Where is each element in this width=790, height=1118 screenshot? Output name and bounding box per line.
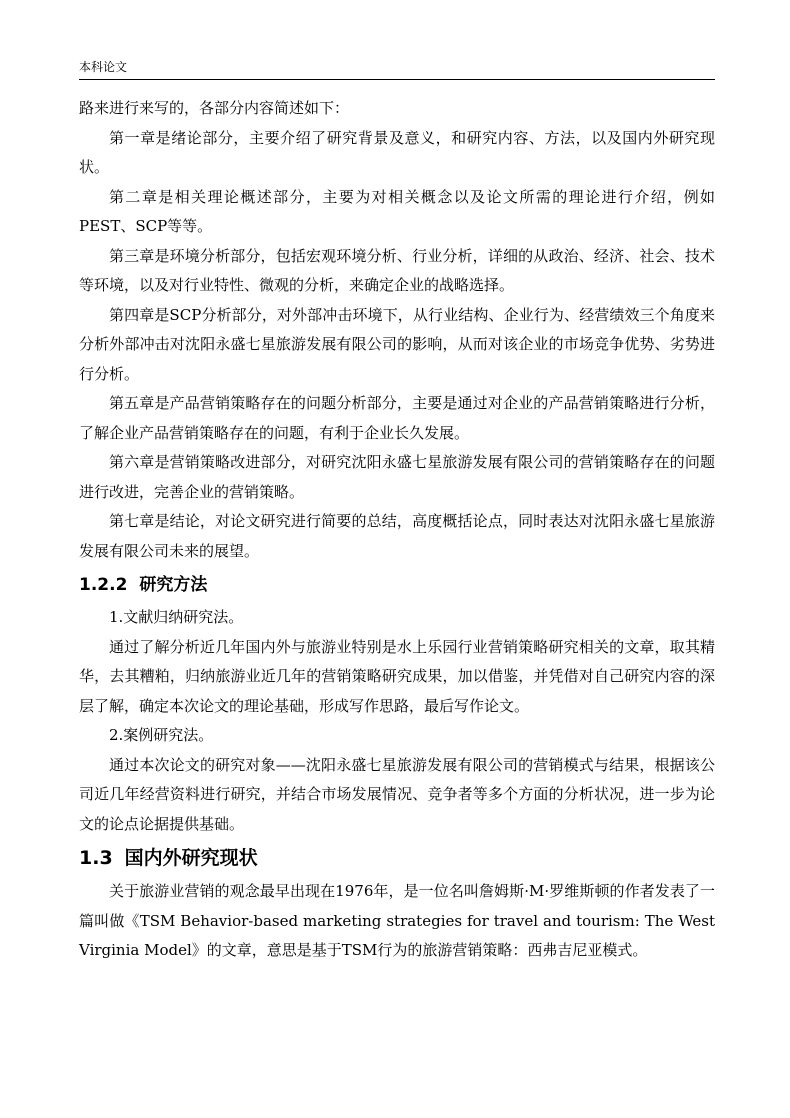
- section-heading-1-3: [79, 842, 715, 874]
- running-header: 本科论文: [79, 60, 128, 74]
- paragraph: 路来进行来写的，各部分内容简述如下：: [79, 99, 350, 117]
- paragraph: 第三章是环境分析部分，包括宏观环境分析、行业分析，详细的从政治、经济、社会、技术等环境，以及对行业特性、微观的分析，来确定企业的战略选择。: [79, 246, 715, 294]
- paragraph: 通过本次论文的研究对象——沈阳永盛七星旅游发展有限公司的营销模式与结果，根据该公司近几年经营资料进行研究，并结合市场发展情况、竞争者等多个方面的分析状况，进一步为论文的论点论据提供基础。: [79, 755, 715, 833]
- paragraph: 第四章是SCP分析部分，对外部冲击环境下，从行业结构、企业行为、经营绩效三个角度来分析外部冲击对沈阳永盛七星旅游发展有限公司的影响，从而对该企业的市场竞争优势、劣势进行分析。: [79, 305, 715, 383]
- section-heading-1-2-2: [79, 570, 715, 600]
- paragraph: 第七章是结论，对论文研究进行简要的总结，高度概括论点，同时表达对沈阳永盛七星旅游发展有限公司未来的展望。: [79, 512, 715, 560]
- paragraph: 关于旅游业营销的观念最早出现在1976年，是一位名叫詹姆斯·M·罗维斯顿的作者发表了一篇叫做《TSM Behavior-based marketing strategies for travel and tourism: The West Virginia Model》的文章，意思是基于TSM行为的旅游营销策略：西弗吉尼亚模式。: [79, 882, 715, 959]
- paragraph: 第二章是相关理论概述部分，主要为对相关概念以及论文所需的理论进行介绍，例如PEST、SCP等等。: [79, 187, 715, 235]
- paragraph: 第六章是营销策略改进部分，对研究沈阳永盛七星旅游发展有限公司的营销策略存在的问题进行改进，完善企业的营销策略。: [79, 453, 715, 501]
- page-body: [79, 94, 715, 966]
- section-title: 研究方法: [139, 575, 208, 595]
- paragraph: 2.案例研究法。: [109, 726, 214, 744]
- section-number: 1.2.2: [79, 575, 128, 595]
- paragraph: 1.文献归纳研究法。: [109, 608, 244, 626]
- section-title: 国内外研究现状: [124, 847, 258, 869]
- header-rule: [79, 79, 715, 80]
- section-number: 1.3: [79, 847, 113, 869]
- paragraph: 第五章是产品营销策略存在的问题分析部分，主要是通过对企业的产品营销策略进行分析，了解企业产品营销策略存在的问题，有利于企业长久发展。: [79, 394, 715, 442]
- paragraph: 第一章是绪论部分，主要介绍了研究背景及意义，和研究内容、方法，以及国内外研究现状。: [79, 128, 715, 176]
- paragraph: 通过了解分析近几年国内外与旅游业特别是水上乐园行业营销策略研究相关的文章，取其精华，去其糟粕，归纳旅游业近几年的营销策略研究成果，加以借鉴，并凭借对自己研究内容的深层了解，确定本次论文的理论基础，形成写作思路，最后写作论文。: [79, 637, 715, 715]
